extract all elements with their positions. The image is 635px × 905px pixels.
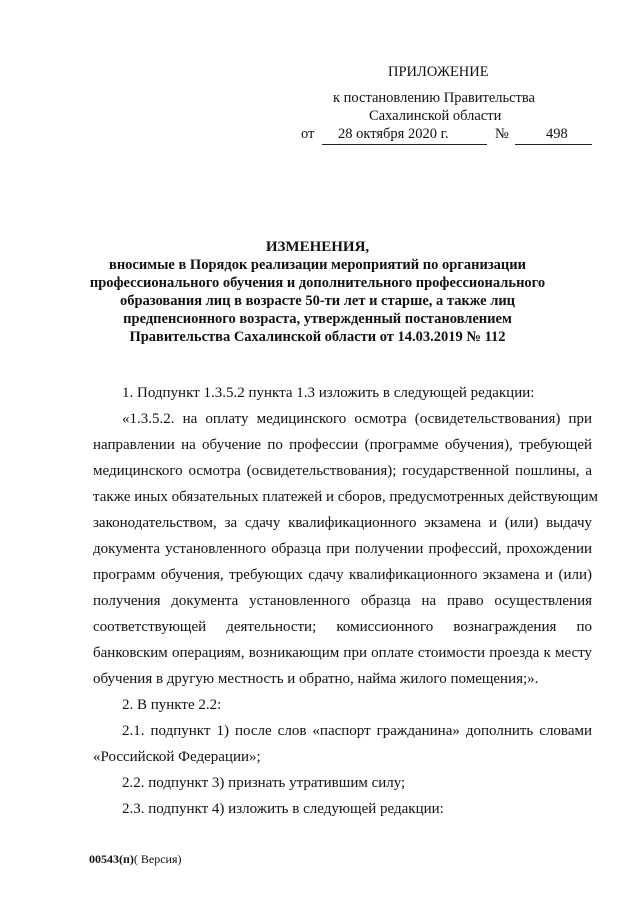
number-label: № [495,126,509,142]
body-line: медицинского осмотра (освидетельствования); государственной пошлины, а [93,463,592,479]
title-line: профессионального обучения и дополнительного профессионального [89,275,546,291]
body-line: получения документа установленного образца на право осуществления [93,593,592,609]
body-line: «1.3.5.2. на оплату медицинского осмотра (освидетельствования) при [122,411,592,427]
decree-date: 28 октября 2020 г. [338,126,449,142]
body-line: 2.2. подпункт 3) признать утратившим силу; [122,775,406,791]
body-line: банковским операциям, возникающим при оплате стоимости проезда к месту [93,645,592,661]
date-underline [322,144,487,145]
body-line: 2. В пункте 2.2: [122,697,222,713]
body-line: «Российской Федерации»; [93,749,261,765]
body-line: обучения в другую местность и обратно, найма жилого помещения;». [93,671,539,687]
title-line: образования лиц в возрасте 50-ти лет и старше, а также лиц [119,293,516,309]
ref-line-1: к постановлению Правительства [333,90,535,106]
title-line: Правительства Сахалинской области от 14.03.2019 № 112 [129,329,506,345]
body-line: документа установленного образца при получении профессий, прохождении [93,541,592,557]
document-heading: ИЗМЕНЕНИЯ, [265,239,370,255]
document-version: ( Версия) [133,852,182,866]
appendix-label: ПРИЛОЖЕНИЕ [388,64,489,80]
body-line: 2.3. подпункт 4) изложить в следующей редакции: [122,801,444,817]
body-line: законодательством, за сдачу квалификационного экзамена и (или) выдачу [93,515,592,531]
title-line: предпенсионного возраста, утвержденный постановлением [123,311,512,327]
body-line: программ обучения, требующих сдачу квалификационного экзамена и (или) [93,567,592,583]
decree-number: 498 [546,126,568,142]
document-code: 00543(п) [89,852,134,866]
title-line: вносимые в Порядок реализации мероприятий по организации [108,257,526,273]
ref-line-2: Сахалинской области [369,108,502,124]
body-line: направлении на обучение по профессии (программе обучения), требующей [93,437,592,453]
footer [89,852,182,867]
number-underline [515,144,592,145]
body-line: 1. Подпункт 1.3.5.2 пункта 1.3 изложить в следующей редакции: [122,385,535,401]
body-line: также иных обязательных платежей и сборов, предусмотренных действующим [93,489,599,505]
body-line: 2.1. подпункт 1) после слов «паспорт гражданина» дополнить словами [122,723,592,739]
body-line: соответствующей деятельности; комиссионного вознаграждения по [93,619,592,635]
from-label: от [301,126,315,142]
